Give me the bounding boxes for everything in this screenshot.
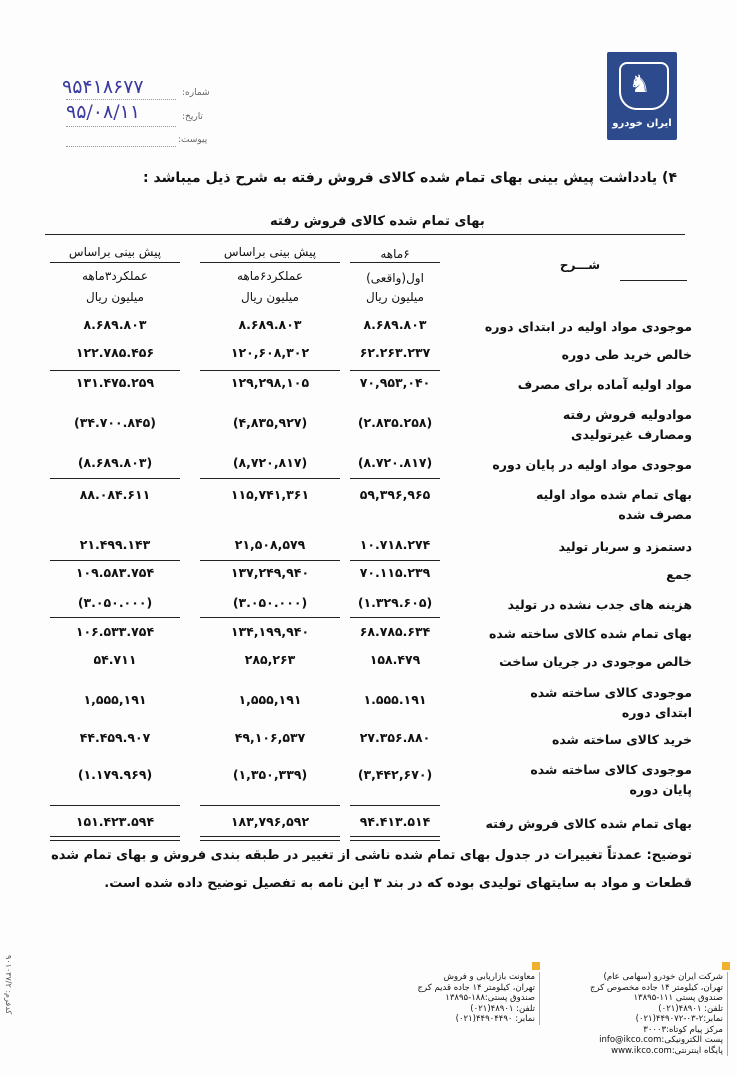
total-rule bbox=[50, 805, 180, 806]
section-title: ۴) یادداشت پیش بینی بهای تمام شده کالای فروش رفته به شرح ذیل میباشد : bbox=[143, 170, 677, 186]
unit-label-actual: میلیون ریال bbox=[366, 290, 424, 304]
cell-six: (۸,۷۲۰,۸۱۷) bbox=[232, 455, 308, 470]
address-line: تلفن: ۴۸۹۰۱(۰۲۱) bbox=[470, 1003, 535, 1014]
row-label: بهای تمام شده کالای ساخته شده bbox=[489, 626, 692, 641]
header-text: پیش بینی براساس bbox=[223, 245, 317, 259]
total-rule bbox=[200, 478, 340, 479]
row-label: جمع bbox=[666, 567, 692, 582]
total-rule bbox=[200, 370, 340, 371]
row-label: خرید کالای ساخته شده bbox=[551, 732, 692, 747]
cell-actual: ۷۰.۱۱۵.۲۳۹ bbox=[359, 565, 431, 580]
address-line: صندوق پستی:۱۸۸-۱۳۸۹۵ bbox=[445, 993, 535, 1003]
cell-three: ۱۳۱.۴۷۵.۲۵۹ bbox=[75, 375, 155, 390]
number-label: شماره: bbox=[182, 88, 210, 98]
header-actual bbox=[345, 242, 445, 290]
cell-six: ۲۸۵,۲۶۳ bbox=[244, 652, 296, 667]
cell-actual: ۹۴.۴۱۳.۵۱۴ bbox=[359, 814, 431, 829]
row-label: بهای تمام شده مواد اولیه مصرف شده bbox=[535, 487, 692, 522]
row-label: بهای تمام شده کالای فروش رفته bbox=[485, 816, 692, 831]
header-text: اول(واقعی) bbox=[366, 271, 424, 285]
ikco-logo bbox=[607, 52, 677, 140]
cell-six: (۳.۰۵۰.۰۰۰) bbox=[232, 595, 308, 610]
cell-actual: (۲.۸۳۵.۲۵۸) bbox=[357, 415, 433, 430]
cell-three: ۱۰۹.۵۸۳.۷۵۴ bbox=[75, 565, 155, 580]
company-address bbox=[548, 972, 728, 1056]
form-code: کدفرم: ۹۰۱۰۳۷/۲ bbox=[4, 955, 13, 1015]
total-rule bbox=[50, 370, 180, 371]
cell-actual: (۸.۷۲۰.۸۱۷) bbox=[357, 455, 433, 470]
horse-icon: ♞ bbox=[629, 70, 651, 98]
total-rule bbox=[50, 617, 180, 618]
total-rule bbox=[50, 836, 180, 841]
unit-label-six: میلیون ریال bbox=[241, 290, 299, 304]
total-rule bbox=[50, 560, 180, 561]
row-label: هزینه های جدب نشده در تولید bbox=[507, 597, 692, 612]
total-rule bbox=[350, 617, 440, 618]
row-label: خالص خرید طی دوره bbox=[561, 347, 692, 362]
cell-six: ۱۸۳,۷۹۶,۵۹۲ bbox=[230, 814, 310, 829]
total-rule bbox=[50, 262, 180, 263]
header-text: عملکرد۳ماهه bbox=[82, 269, 148, 283]
cell-actual: ۱.۵۵۵.۱۹۱ bbox=[363, 692, 427, 707]
row-label: مواد اولیه آماده برای مصرف bbox=[517, 377, 692, 392]
total-rule bbox=[50, 478, 180, 479]
header-rule bbox=[620, 280, 687, 281]
cell-three: ۸۸.۰۸۴.۶۱۱ bbox=[79, 487, 151, 502]
row-label: موجودی مواد اولیه در پایان دوره bbox=[492, 457, 692, 472]
caption-rule bbox=[45, 234, 685, 235]
cell-six: ۱۱۵,۷۴۱,۳۶۱ bbox=[230, 487, 310, 502]
header-three-month bbox=[45, 240, 185, 288]
cell-three: ۸.۶۸۹.۸۰۳ bbox=[83, 317, 147, 332]
cell-three: ۵۴.۷۱۱ bbox=[93, 652, 137, 667]
total-rule bbox=[350, 560, 440, 561]
table-caption: بهای تمام شده کالای فروش رفته bbox=[270, 214, 485, 229]
cell-actual: (۳,۴۴۲,۶۷۰) bbox=[357, 767, 433, 782]
header-six-month bbox=[195, 240, 345, 288]
address-line: معاونت بازاریابی و فروش bbox=[443, 972, 535, 982]
cell-six: ۱۳۷,۲۴۹,۹۴۰ bbox=[230, 565, 310, 580]
address-line: تهران، کیلومتر ۱۴ جاده مخصوص کرج bbox=[590, 982, 723, 993]
cell-six: ۴۹,۱۰۶,۵۳۷ bbox=[234, 730, 306, 745]
unit-label-three: میلیون ریال bbox=[86, 290, 144, 304]
address-line: شرکت ایران خودرو (سهامی عام) bbox=[603, 972, 723, 982]
cell-actual: ۸.۶۸۹.۸۰۳ bbox=[363, 317, 427, 332]
address-line: پست الکترونیکی:info@ikco.com bbox=[599, 1035, 723, 1045]
cell-three: (۸.۶۸۹.۸۰۳) bbox=[77, 455, 153, 470]
cell-six: ۱۲۹,۲۹۸,۱۰۵ bbox=[230, 375, 310, 390]
bullet-square bbox=[722, 962, 730, 970]
address-line: تلفن: ۴۸۹۰۱(۰۲۱) bbox=[658, 1003, 723, 1014]
total-rule bbox=[350, 262, 440, 263]
bullet-square bbox=[532, 962, 540, 970]
cell-six: ۱,۵۵۵,۱۹۱ bbox=[238, 692, 302, 707]
row-label: موجودی کالای ساخته شده پایان دوره bbox=[530, 762, 692, 797]
address-line: مرکز پیام کوتاه:۳۰۰۰۳ bbox=[643, 1024, 723, 1035]
cell-actual: ۱۵۸.۴۷۹ bbox=[369, 652, 421, 667]
row-label: موجودی مواد اولیه در ابتدای دوره bbox=[484, 319, 692, 334]
cell-actual: ۵۹,۳۹۶,۹۶۵ bbox=[359, 487, 431, 502]
total-rule bbox=[200, 262, 340, 263]
cell-actual: ۱۰.۷۱۸.۲۷۴ bbox=[359, 537, 431, 552]
total-rule bbox=[200, 560, 340, 561]
total-rule bbox=[200, 836, 340, 841]
number-line bbox=[66, 99, 176, 100]
cell-three: (۳.۰۵۰.۰۰۰) bbox=[77, 595, 153, 610]
attachment-label: پیوست: bbox=[178, 135, 208, 145]
cell-six: ۱۲۰,۶۰۸,۳۰۲ bbox=[230, 345, 310, 360]
total-rule bbox=[200, 805, 340, 806]
cell-three: ۱,۵۵۵,۱۹۱ bbox=[83, 692, 147, 707]
cell-three: ۱۵۱.۴۲۳.۵۹۴ bbox=[75, 814, 155, 829]
cell-six: ۱۳۴,۱۹۹,۹۴۰ bbox=[230, 624, 310, 639]
explanation-note: توضیح: عمدتاً تغییرات در جدول بهای تمام شده ناشی از تغییر در طبقه بندی فروش و بهای تمام شده قطعات و مواد به سایتهای تولیدی بوده که در بند ۳ این نامه به تفصیل توضیح داده شده است. bbox=[51, 848, 692, 891]
date-value: ۹۵/۰۸/۱۱ bbox=[66, 101, 141, 123]
cell-actual: (۱.۳۲۹.۶۰۵) bbox=[357, 595, 433, 610]
dept-address bbox=[360, 972, 540, 1025]
header-text: پیش بینی براساس bbox=[68, 245, 162, 259]
logo-brand: ایران خودرو bbox=[612, 118, 672, 129]
address-line: تهران، کیلومتر ۱۴ جاده قدیم کرج bbox=[417, 982, 535, 993]
header-description: شـــرح bbox=[559, 258, 601, 272]
address-line: نمابر:۲-۰۳-۴۴۹۰۷۲(۰۲۱) bbox=[635, 1014, 723, 1024]
cell-six: (۱,۳۵۰,۳۳۹) bbox=[232, 767, 308, 782]
attachment-line bbox=[66, 146, 176, 147]
cell-three: ۱۰۶.۵۳۳.۷۵۴ bbox=[75, 624, 155, 639]
row-label: دستمزد و سربار تولید bbox=[558, 539, 692, 554]
date-line bbox=[66, 126, 176, 127]
address-line: نمابر: ۴۴۹۰۴۴۹۰(۰۲۱) bbox=[455, 1014, 535, 1024]
cell-actual: ۶۸.۷۸۵.۶۳۴ bbox=[359, 624, 431, 639]
cell-six: ۲۱,۵۰۸,۵۷۹ bbox=[234, 537, 306, 552]
header-text: ۶ماهه bbox=[380, 247, 410, 261]
total-rule bbox=[350, 805, 440, 806]
cell-three: ۱۲۲.۷۸۵.۴۵۶ bbox=[75, 345, 155, 360]
number-value: ۹۵۴۱۸۶۷۷ bbox=[62, 76, 144, 98]
cell-six: ۸.۶۸۹.۸۰۳ bbox=[238, 317, 302, 332]
total-rule bbox=[350, 478, 440, 479]
row-label: موادولیه فروش رفته ومصارف غیرتولیدی bbox=[562, 407, 692, 442]
row-label: خالص موجودی در جریان ساخت bbox=[499, 654, 692, 669]
total-rule bbox=[350, 370, 440, 371]
row-label: موجودی کالای ساخته شده ابتدای دوره bbox=[530, 685, 692, 720]
total-rule bbox=[200, 617, 340, 618]
cell-actual: ۶۲.۲۶۳.۲۳۷ bbox=[359, 345, 431, 360]
cell-six: (۴,۸۳۵,۹۲۷) bbox=[232, 415, 308, 430]
total-rule bbox=[350, 836, 440, 841]
cell-three: (۳۴.۷۰۰.۸۴۵) bbox=[74, 415, 156, 430]
cell-actual: ۷۰,۹۵۳,۰۴۰ bbox=[359, 375, 431, 390]
cell-three: ۴۴.۴۵۹.۹۰۷ bbox=[79, 730, 151, 745]
address-line: صندوق پستی ۱۱۱-۱۳۸۹۵ bbox=[633, 993, 723, 1003]
address-line: پایگاه اینترنتی:www.ikco.com bbox=[611, 1045, 723, 1056]
date-label: تاریخ: bbox=[182, 112, 203, 122]
cell-three: (۱.۱۷۹.۹۶۹) bbox=[77, 767, 153, 782]
cell-three: ۲۱.۴۹۹.۱۴۳ bbox=[79, 537, 151, 552]
cell-actual: ۲۷.۳۵۶.۸۸۰ bbox=[359, 730, 431, 745]
header-text: عملکرد۶ماهه bbox=[237, 269, 303, 283]
